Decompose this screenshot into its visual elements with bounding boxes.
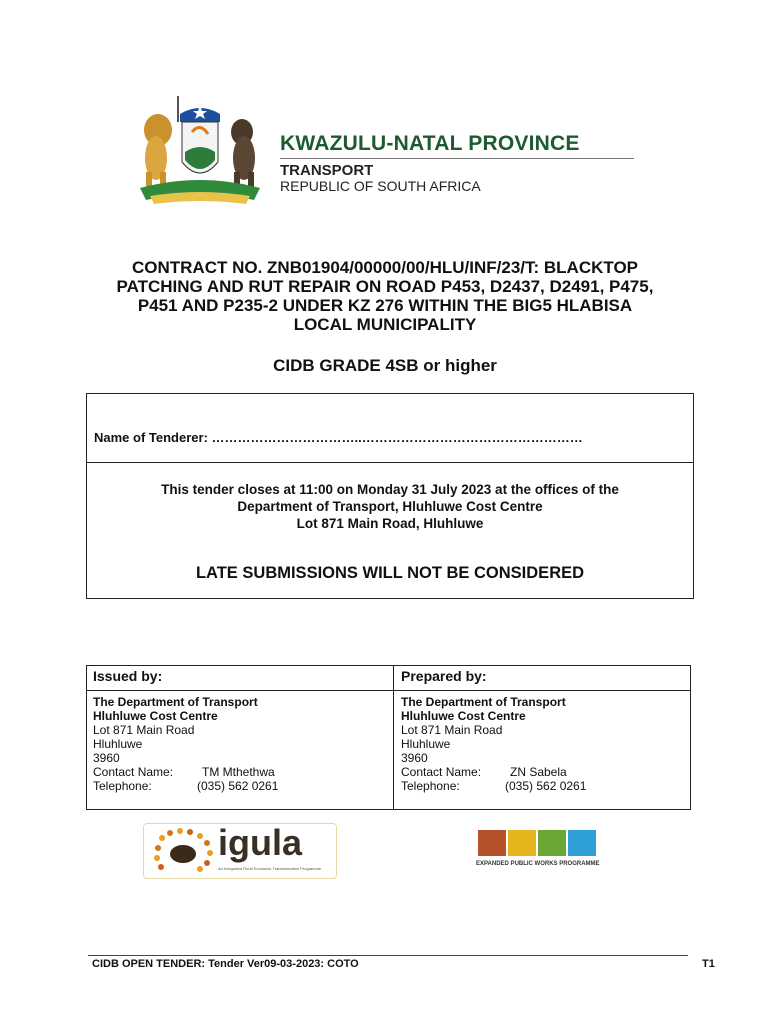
epwp-caption: EXPANDED PUBLIC WORKS PROGRAMME <box>476 861 600 867</box>
epwp-tile-hand-icon <box>478 830 506 856</box>
tender-box-divider <box>86 462 694 463</box>
contract-title-line: LOCAL MUNICIPALITY <box>293 315 477 334</box>
issued-org: The Department of Transport <box>93 695 258 709</box>
prepared-tel-value: (035) 562 0261 <box>505 779 587 793</box>
issued-box-column-divider <box>393 665 394 810</box>
igula-wordmark: igula <box>218 822 303 863</box>
prepared-contact-value: ZN Sabela <box>510 765 567 779</box>
contract-title <box>90 258 680 334</box>
issued-town: Hluhluwe <box>93 737 143 751</box>
igula-dots-icon <box>150 828 216 874</box>
country-name: REPUBLIC OF SOUTH AFRICA <box>280 178 481 194</box>
issued-centre: Hluhluwe Cost Centre <box>93 709 218 723</box>
footer-text: CIDB OPEN TENDER: Tender Ver09-03-2023: COTO <box>92 958 359 970</box>
closing-notice-line: This tender closes at 11:00 on Monday 31 July 2023 at the offices of the <box>161 482 619 497</box>
prepared-tel-label: Telephone: <box>401 779 460 793</box>
issued-address: Lot 871 Main Road <box>93 723 195 737</box>
header-divider <box>280 158 634 159</box>
closing-notice-line: Lot 871 Main Road, Hluhluwe <box>296 516 484 531</box>
page-number: T1 <box>702 958 715 970</box>
epwp-tile-people-icon <box>568 830 596 856</box>
issued-tel-value: (035) 562 0261 <box>197 779 279 793</box>
coat-of-arms-icon <box>130 92 270 210</box>
prepared-by-column <box>401 669 586 793</box>
issued-code: 3960 <box>93 751 120 765</box>
prepared-code: 3960 <box>401 751 428 765</box>
epwp-logo <box>470 822 610 878</box>
department-name: TRANSPORT <box>280 162 374 179</box>
province-title: KWAZULU-NATAL PROVINCE <box>280 132 580 155</box>
contract-title-line: P451 AND P235-2 UNDER KZ 276 WITHIN THE BIG5 HLABISA <box>137 296 633 315</box>
issued-contact-value: TM Mthethwa <box>202 765 275 779</box>
igula-logo <box>143 823 337 879</box>
prepared-by-heading: Prepared by: <box>401 668 487 684</box>
tenderer-name-field[interactable]: Name of Tenderer: ……………………………..…………………………………………… <box>94 430 583 445</box>
issued-contact-label: Contact Name: <box>93 765 174 779</box>
contract-title-line: CONTRACT NO. ZNB01904/00000/00/HLU/INF/23/T: BLACKTOP <box>131 258 639 277</box>
prepared-address: Lot 871 Main Road <box>401 723 503 737</box>
prepared-town: Hluhluwe <box>401 737 451 751</box>
cidb-grade: CIDB GRADE 4SB or higher <box>273 356 497 375</box>
contract-title-line: PATCHING AND RUT REPAIR ON ROAD P453, D2437, D2491, P475, <box>116 277 654 296</box>
issued-by-column <box>93 669 278 793</box>
epwp-tile-road-icon <box>508 830 536 856</box>
issued-by-heading: Issued by: <box>93 668 163 684</box>
late-submission-notice: LATE SUBMISSIONS WILL NOT BE CONSIDERED <box>195 564 585 582</box>
prepared-centre: Hluhluwe Cost Centre <box>401 709 526 723</box>
issued-tel-label: Telephone: <box>93 779 152 793</box>
epwp-tile-tree-icon <box>538 830 566 856</box>
igula-tagline: An Integrated Rural Economic Transformation Programme <box>218 866 322 871</box>
closing-notice <box>90 481 690 532</box>
prepared-org: The Department of Transport <box>401 695 566 709</box>
footer-divider <box>88 955 688 956</box>
closing-notice-line: Department of Transport, Hluhluwe Cost Centre <box>237 499 543 514</box>
prepared-contact-label: Contact Name: <box>401 765 482 779</box>
